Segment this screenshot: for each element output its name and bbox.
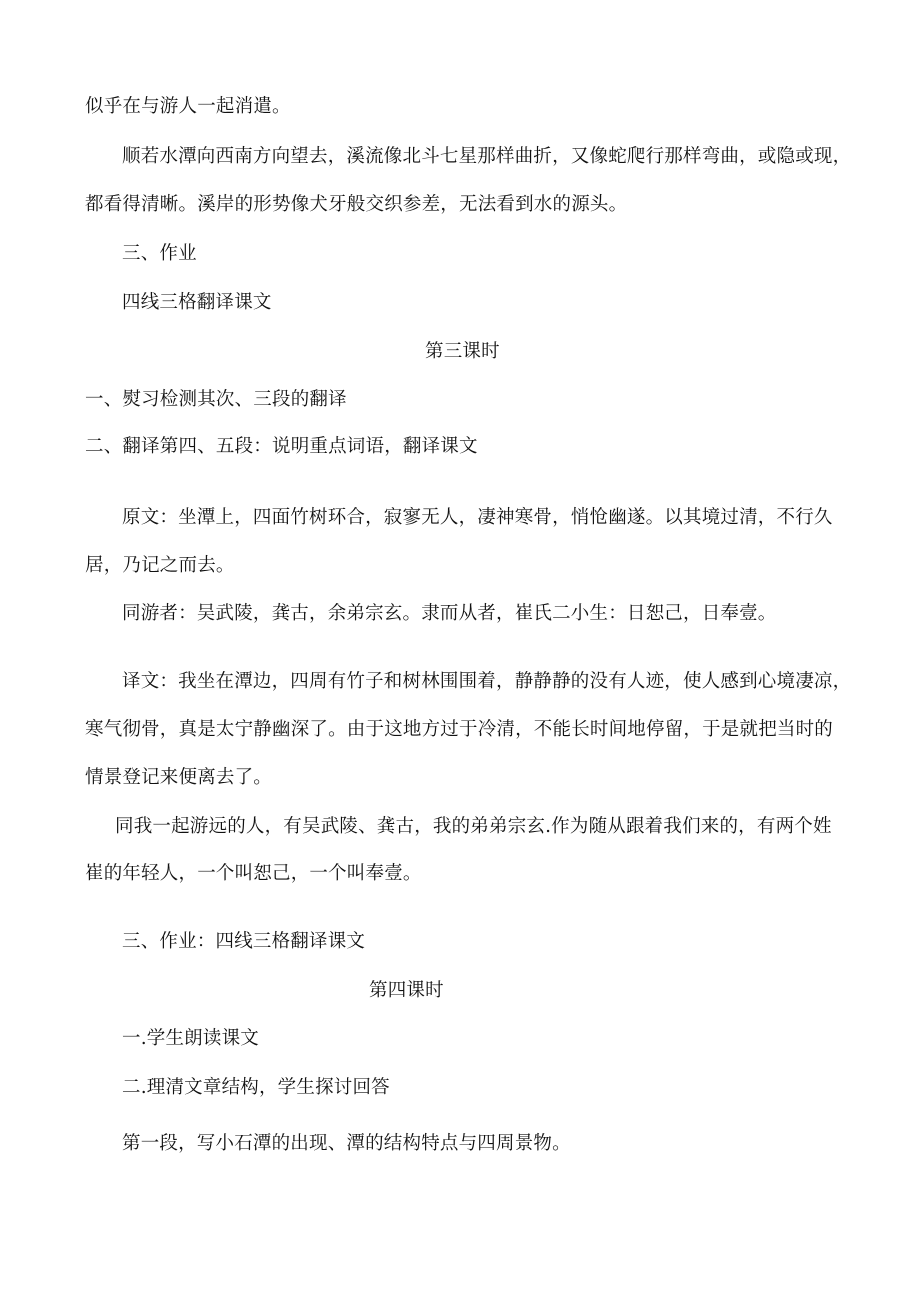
companions-line: 同游者：吴武陵，龚古，余弟宗玄。隶而从者，崔氏二小生：日恕己，日奉壹。 [122,603,777,624]
translation-line-5: 崔的年轻人，一个叫恕己，一个叫奉壹。 [85,863,422,884]
step-read-aloud: 一.学生朗读课文 [122,1028,259,1049]
translation-line-4: 同我一起游远的人，有吴武陵、龚古，我的弟弟宗玄.作为随从跟着我们来的，有两个姓 [115,816,832,837]
lesson-title-third: 第三课时 [425,341,500,362]
text-line-08: 二、翻译第四、五段：说明重点词语，翻译课文 [85,436,478,457]
original-text-line-2: 居，乃记之而去。 [85,555,235,576]
text-line-01: 似乎在与游人一起消遣。 [85,96,291,117]
step-structure: 二.理清文章结构，学生探讨回答 [122,1077,390,1098]
paragraph-one-summary: 第一段，写小石潭的出现、潭的结构特点与四周景物。 [122,1133,571,1154]
text-line-03: 都看得清晰。溪岸的形势像犬牙般交织参差，无法看到水的源头。 [85,194,628,215]
section-heading-homework-2: 三、作业：四线三格翻译课文 [122,931,366,952]
text-line-07: 一、熨习检测其次、三段的翻译 [85,389,347,410]
original-text-line-1: 原文：坐潭上，四面竹树环合，寂寥无人，凄神寒骨，悄怆幽遂。以其境过清，不行久 [122,507,833,528]
homework-item: 四线三格翻译课文 [122,292,272,313]
text-line-02: 顺若水潭向西南方向望去，溪流像北斗七星那样曲折，又像蛇爬行那样弯曲，或隐或现， [122,146,852,167]
translation-line-2: 寒气彻骨，真是太宁静幽深了。由于这地方过于冷清，不能长时间地停留，于是就把当时的 [85,719,834,740]
section-heading-homework: 三、作业 [122,243,197,264]
lesson-title-fourth: 第四课时 [369,980,444,1001]
translation-line-3: 情景登记来便离去了。 [85,767,273,788]
translation-line-1: 译文：我坐在潭边，四周有竹子和树林围围着，静静静的没有人迹，使人感到心境凄凉， [122,671,852,692]
